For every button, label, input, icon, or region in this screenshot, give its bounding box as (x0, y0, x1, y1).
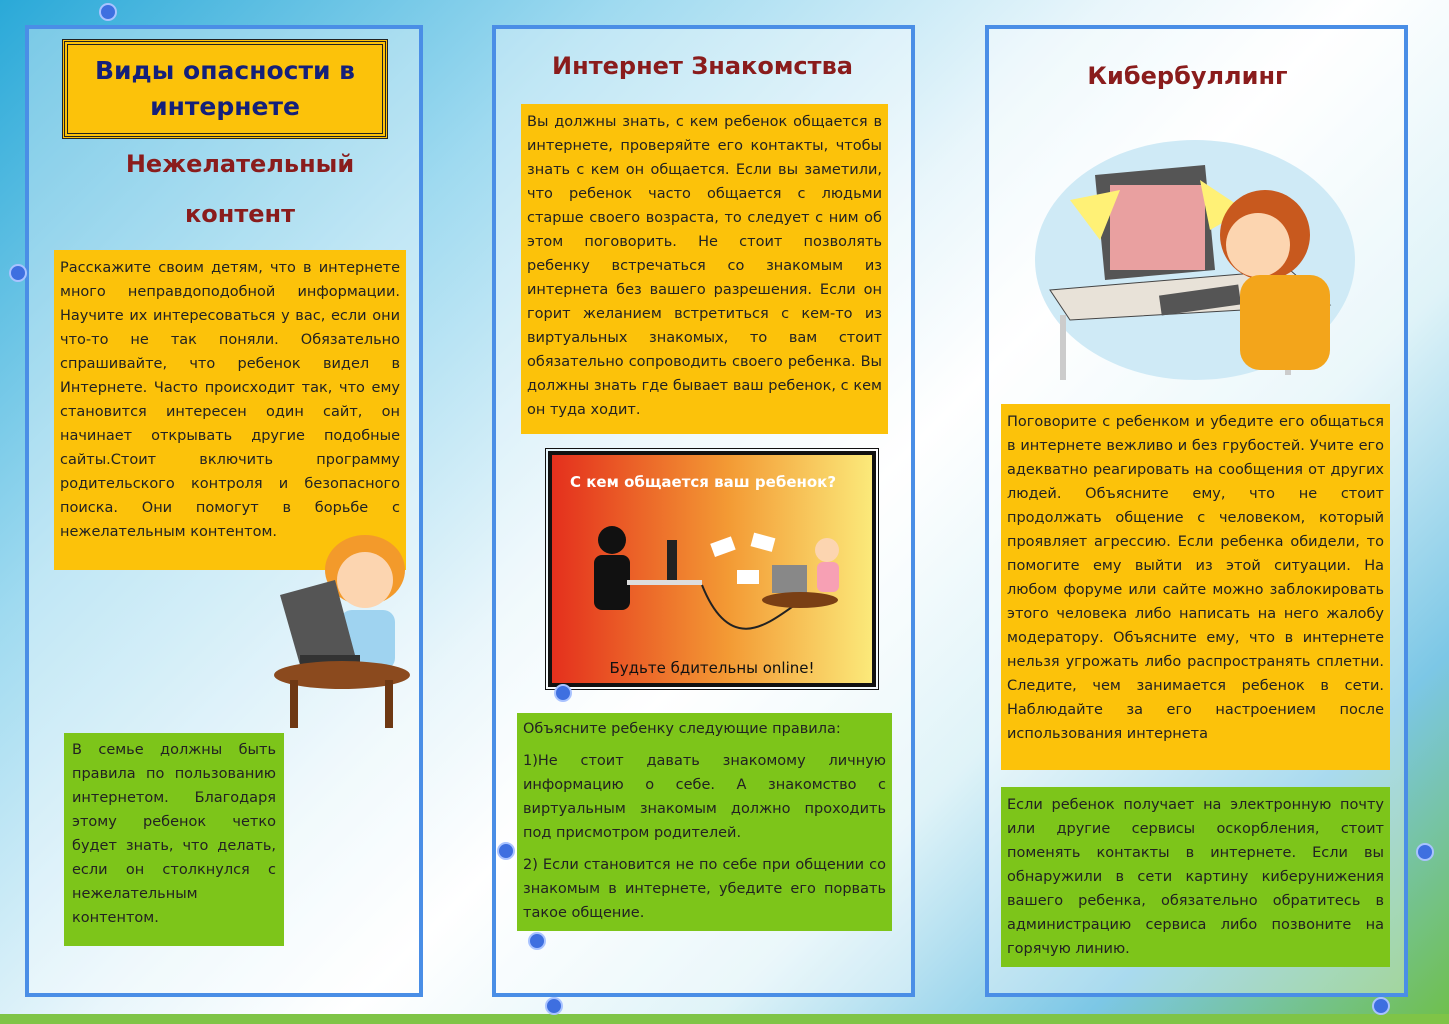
decor-dot (99, 3, 117, 21)
rules-intro: Объясните ребенку следующие правила: (523, 721, 841, 737)
boy-computer-illustration (270, 525, 420, 730)
poster-illustration (572, 500, 862, 655)
decor-dot (1416, 843, 1434, 861)
rule-1: 1)Не стоит давать знакомому личную информацию о себе. А знакомство с виртуальным знакомым должно проходить под присмотром родителей. (523, 753, 886, 841)
decor-dot (497, 842, 515, 860)
dating-text: Вы должны знать, с кем ребенок общается в интернете, проверяйте его контакты, чтобы знать с кем он общается. Если вы заметили, что ребенок часто общается с людьми старше своего возраста, то следует с ним об этом поговорить. Не стоит позволять ребенку встречаться со знакомым из интернета без вашего разрешения. Если он горит желанием встретиться с кем-то из виртуальных знакомых, то вам стоит обязательно сопроводить своего ребенка. Вы должны знать где бывает ваш ребенок, с кем он туда ходит. (521, 104, 888, 434)
decor-dot (1372, 997, 1390, 1015)
page-title: Виды опасности в интернете (94, 56, 355, 121)
rule-2: 2) Если становится не по себе при общении со знакомым в интернете, убедите его порвать такое общение. (523, 857, 886, 921)
section-title-unwanted-2: контент (184, 200, 296, 228)
decor-dot (9, 264, 27, 282)
rules-box (517, 713, 892, 931)
unwanted-content-text: Расскажите своим детям, что в интернете много неправдоподобной информации. Научите их интересоваться у вас, если они что-то не так поняли. Обязательно спрашивайте, что ребенок видел в Интернете. Часто происходит так, что ему становится интересен один сайт, он начинает открывать другие подобные сайты.Стоит включить программу родительского контроля и безопасного поиска. Они помогут в борьбе с нежелательным контентом. (54, 250, 406, 570)
decor-dot (528, 932, 546, 950)
poster-title: С кем общается ваш ребенок? (570, 473, 837, 491)
family-rules-text: В семье должны быть правила по пользованию интернетом. Благодаря этому ребенок четко будет знать, что делать, если он столкнулся с нежелательным контентом. (64, 733, 284, 946)
poster (548, 451, 876, 687)
cyberbullying-text: Поговорите с ребенком и убедите его общаться в интернете вежливо и без грубостей. Учите его адекватно реагировать на сообщения от других людей. Объясните ему, что не стоит продолжать общение с человеком, который проявляет агрессию. Если ребенка обидели, то помогите ему выйти из этой ситуации. На любом форуме или сайте можно заблокировать этого человека либо написать на него жалобу модератору. Объясните ему, что в интернете нельзя угрожать либо распространять сплетни. Следите, чем занимается ребенок в сети. Наблюдайте за его настроением после использования интернета (1001, 404, 1390, 770)
section-title-dating: Интернет Знакомства (552, 52, 853, 80)
cyberbullying-illustration (1030, 130, 1370, 385)
poster-caption: Будьте бдительны online! (609, 659, 815, 677)
decor-dot (554, 684, 572, 702)
cyberbullying-advice-text: Если ребенок получает на электронную почту или другие сервисы оскорбления, стоит поменять контакты в интернете. Если вы обнаружили в сети картину киберунижения вашего ребенка, обязательно обратитесь в администрацию сервиса либо позвоните на горячую линию. (1001, 787, 1390, 967)
section-title-unwanted-1: Нежелательный (125, 150, 355, 178)
bottom-band (0, 1014, 1449, 1024)
header-box (62, 39, 388, 139)
section-title-cyberbullying: Кибербуллинг (1087, 62, 1288, 90)
decor-dot (545, 997, 563, 1015)
